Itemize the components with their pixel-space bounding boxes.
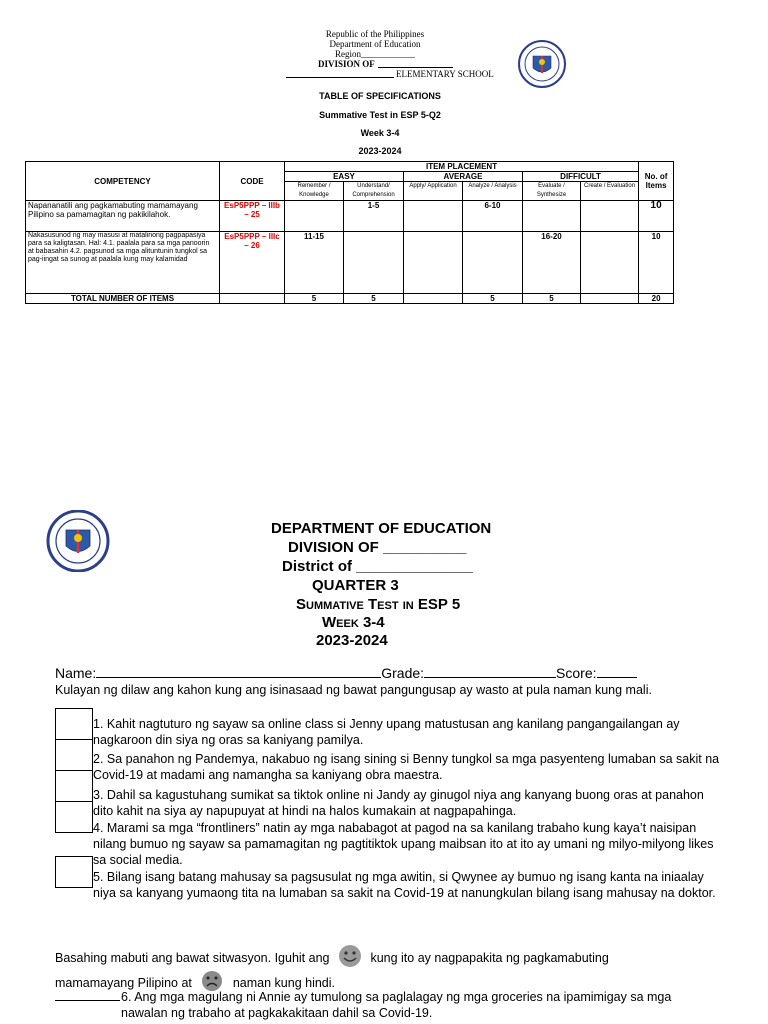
question-item-6: 6. Ang mga magulang ni Annie ay tumulong sa paglalagay ng mga groceries na ipamimigay sa mga nawalan ng trabaho at pagkakakitaan dahil sa Covid-19.: [121, 990, 672, 1020]
sub-apply: Apply/ Application: [404, 182, 463, 201]
total-c6: [581, 294, 639, 304]
row1-competency: Napananatili ang pagkamabuting mamamayang Pilipino sa pamamagitan ng pakikilahok.: [26, 201, 220, 232]
header-school: ELEMENTARY SCHOOL: [396, 69, 494, 79]
sub-understand: Understand/ Comprehension: [344, 182, 404, 201]
instruction2-text-d: naman kung hindi.: [232, 976, 335, 990]
answer-box-3[interactable]: [55, 770, 93, 802]
name-field[interactable]: [96, 677, 381, 678]
test-heading: Summative Test in ESP 5: [296, 596, 461, 613]
table-row: [26, 232, 674, 294]
division-blank-line: [378, 67, 453, 68]
quarter-heading: QUARTER 3: [312, 577, 399, 594]
table-row: [26, 294, 674, 304]
row2-items: 10: [639, 232, 674, 294]
week-heading: Week 3-4: [322, 614, 385, 631]
answer-box-5[interactable]: [55, 856, 93, 888]
row2-c4: [463, 232, 523, 294]
total-c3: [404, 294, 463, 304]
instruction-part1: Kulayan ng dilaw ang kahon kung ang isinasaad ng bawat pangungusap ay wasto at pula naman kung mali.: [55, 683, 652, 697]
deped-seal-icon: [518, 40, 566, 88]
row2-code: EsP5PPP – IIIc – 26: [220, 232, 285, 294]
school-blank-line: [286, 77, 394, 78]
tos-year: 2023-2024: [358, 146, 402, 156]
row1-c1: [285, 201, 344, 232]
total-code: [220, 294, 285, 304]
instruction2-text-c: mamamayang Pilipino at: [55, 976, 192, 990]
col-no-items-header: No. of Items: [639, 162, 674, 201]
header-region: Region____________: [335, 49, 415, 59]
row1-c3: [404, 201, 463, 232]
question-item-3: 3. Dahil sa kagustuhang sumikat sa tiktok online ni Jandy ay ginugol niya ang kanyang buong oras at panahon dito kahit na siya ay napupuyat at hindi na halos kumakain at nagpapahinga.: [93, 788, 704, 818]
instruction2-text-b: kung ito ay nagpapakita ng pagkamabuting: [370, 951, 609, 965]
row2-c1: 11-15: [285, 232, 344, 294]
question-item-4: 4. Marami sa mga “frontliners” natin ay mga nababagot at pagod na sa kanilang trabaho kung kaya’t naisipan nilang bumuo ng sayaw sa pamamagitan ng pagtitiktok upang maibsan ito at ito ay umani ng milyo-milyong likes sa social media.: [93, 821, 714, 867]
row1-c2: 1-5: [344, 201, 404, 232]
table-of-specifications: [25, 161, 674, 304]
student-info-line: [55, 664, 637, 682]
tos-week: Week 3-4: [360, 128, 400, 138]
instruction2-text-a: Basahing mabuti ang bawat sitwasyon. Iguhit ang: [55, 951, 330, 965]
header-republic: Republic of the Philippines: [325, 29, 425, 39]
grade-field[interactable]: [424, 677, 556, 678]
year-heading: 2023-2024: [316, 632, 388, 649]
group-average: AVERAGE: [404, 172, 523, 182]
question-item-2: 2. Sa panahon ng Pandemya, nakabuo ng isang sining si Benny tungkol sa mga pasyenteng lumaban sa sakit na Covid-19 at madami ang namangha sa kaniyang obra maestra.: [93, 752, 720, 782]
answer-blank-6[interactable]: [55, 1000, 120, 1001]
answer-box-4[interactable]: [55, 801, 93, 833]
sub-analyze: Analyze / Analysis: [463, 182, 523, 201]
tos-subtitle: Summative Test in ESP 5-Q2: [319, 110, 441, 120]
smiley-face-icon: [337, 944, 363, 968]
name-label: Name:: [55, 665, 97, 681]
col-competency-header: COMPETENCY: [26, 162, 220, 201]
grade-label: Grade:: [381, 665, 425, 681]
header-division: DIVISION OF: [318, 59, 375, 69]
total-c5: 5: [523, 294, 581, 304]
header-deped: Department of Education: [329, 39, 421, 49]
row2-c6: [581, 232, 639, 294]
total-label: TOTAL NUMBER OF ITEMS: [26, 294, 220, 304]
table-row: [26, 201, 674, 232]
sub-remember: Remember / Knowledge: [285, 182, 344, 201]
row2-competency: Nakasusunod ng may masusi at matalinong pagpapasiya para sa kaligtasan. Hal: 4.1. paalala para sa mga panoorin at babasahin 4.2. pagsunod sa mga alituntunin tungkol sa pag-iingat sa sunog at paalala kung may kalamidad: [26, 232, 220, 294]
district-heading: District of ______________: [282, 558, 473, 575]
sub-create: Create / Evaluation: [581, 182, 639, 201]
row2-c2: [344, 232, 404, 294]
total-c2: 5: [344, 294, 404, 304]
group-easy: EASY: [285, 172, 404, 182]
dept-heading: DEPARTMENT OF EDUCATION: [271, 520, 492, 537]
row1-items: 10: [639, 201, 674, 232]
answer-box-2[interactable]: [55, 739, 93, 771]
score-label: Score:: [556, 665, 597, 681]
question-item-5: 5. Bilang isang batang mahusay sa pagsusulat ng mga awitin, si Qwynee ay bumuo ng isang kanta na iniaalay niya sa kanyang yumaong tita na lumaban sa sakit na Covid-19 at nanungkulan bilang isang mahusay na doktor.: [93, 870, 716, 900]
answer-box-1[interactable]: [55, 708, 93, 740]
group-difficult: DIFFICULT: [523, 172, 639, 182]
total-c1: 5: [285, 294, 344, 304]
tos-title: TABLE OF SPECIFICATIONS: [319, 91, 441, 101]
col-code-header: CODE: [220, 162, 285, 201]
row1-c4: 6-10: [463, 201, 523, 232]
total-items: 20: [639, 294, 674, 304]
item-placement-header: ITEM PLACEMENT: [285, 162, 639, 172]
row1-code: EsP5PPP – IIIb – 25: [220, 201, 285, 232]
instruction-part2: [55, 944, 609, 968]
row2-c5: 16-20: [523, 232, 581, 294]
row2-c3: [404, 232, 463, 294]
row1-c6: [581, 201, 639, 232]
question-item-1: 1. Kahit nagtuturo ng sayaw sa online class si Jenny upang matustusan ang kanilang pangangailangan ay nagkaroon din siya ng oras sa kaniyang pamilya.: [93, 717, 680, 747]
row1-c5: [523, 201, 581, 232]
division-heading: DIVISION OF __________: [288, 539, 467, 556]
total-c4: 5: [463, 294, 523, 304]
deped-seal-icon: [46, 510, 110, 572]
score-field[interactable]: [597, 677, 637, 678]
sub-evaluate: Evaluate / Synthesize: [523, 182, 581, 201]
